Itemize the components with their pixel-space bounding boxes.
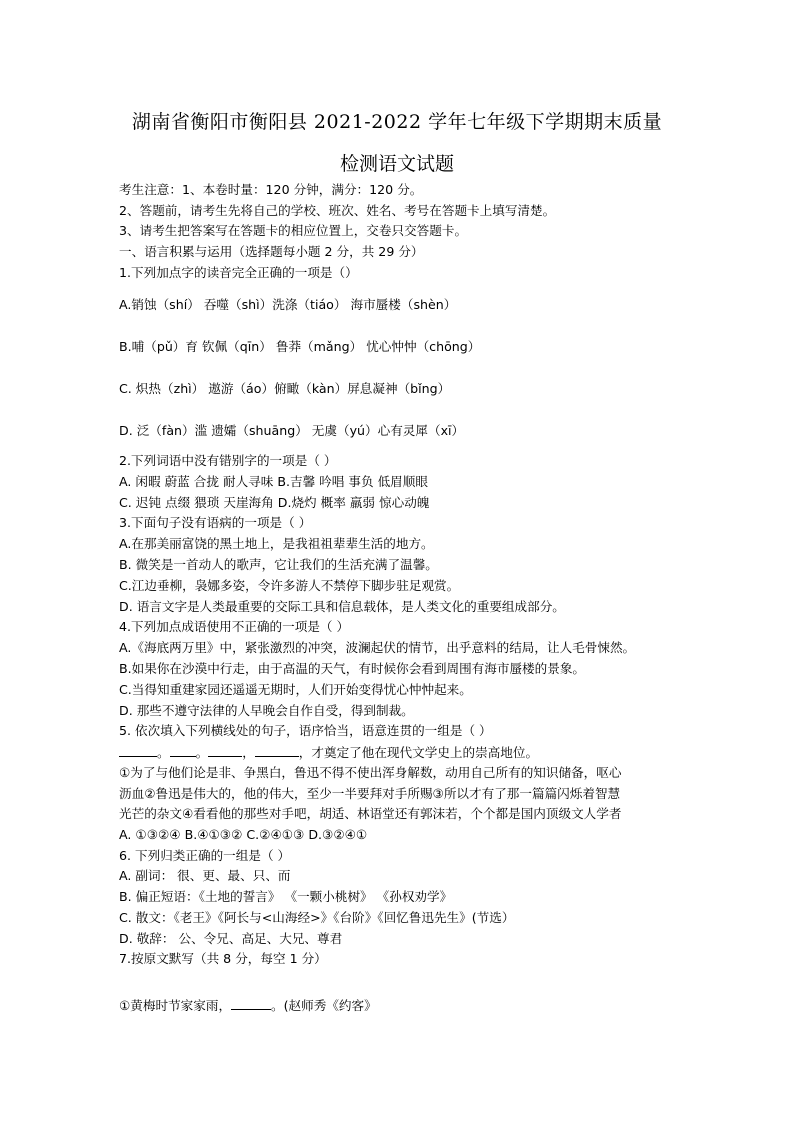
- answer-blank: [231, 997, 271, 1010]
- fill-punct: 。: [195, 745, 209, 760]
- question-stem: 6. 下列归类正确的一组是（ ）: [119, 848, 291, 863]
- question-stem: 2.下列词语中没有错别字的一项是（ ）: [119, 453, 337, 468]
- question-option: B.如果你在沙漠中行走，由于高温的天气，有时候你会看到周围有海市蜃楼的景象。: [119, 661, 586, 676]
- question-option: C. 散文：《老王》《阿长与<山海经>》《台阶》《回忆鲁迅先生》(节选）: [119, 910, 515, 925]
- notice-line: 考生注意：1、本卷时量：120 分钟，满分：120 分。: [119, 182, 423, 197]
- question-option: A.《海底两万里》中，紧张激烈的冲突，波澜起伏的情节，出乎意料的结局，让人毛骨悚然。: [119, 640, 636, 655]
- question-option: A. 副词： 很、更、最、只、而: [119, 868, 291, 883]
- question-option: D. 那些不遵守法律的人早晚会自作自受，得到制裁。: [119, 703, 414, 718]
- fill-punct: 。: [157, 745, 170, 760]
- fill-in-line: [119, 744, 538, 761]
- question-option: A.在那美丽富饶的黑土地上，是我祖祖辈辈生活的地方。: [119, 536, 434, 551]
- question-stem: 7.按原文默写（共 8 分，每空 1 分）: [119, 951, 327, 966]
- dictation-text: ①黄梅时节家家雨，: [119, 998, 232, 1013]
- question-option: A. 闲暇 蔚蓝 合拢 耐人寻味 B.吉馨 吟唱 事负 低眉顺眼: [119, 474, 428, 489]
- dictation-text: 。(赵师秀《约客》: [271, 998, 377, 1013]
- question-option: C. 炽热（zhì） 遨游（áo）俯瞰（kàn）屏息凝神（bǐng）: [119, 381, 451, 396]
- question-stem: 3.下面句子没有语病的一项是（ ）: [119, 515, 312, 530]
- question-option: D. 语言文字是人类最重要的交际工具和信息载体，是人类文化的重要组成部分。: [119, 599, 565, 614]
- question-option: B.哺（pǔ）育 钦佩（qīn） 鲁莽（mǎng） 忧心忡忡（chōng）: [119, 339, 481, 354]
- fill-punct: ，: [242, 745, 255, 760]
- question-option: D. 泛（fàn）滥 遗孀（shuāng） 无虞（yú）心有灵犀（xī）: [119, 423, 465, 438]
- page-title: 湖南省衡阳市衡阳县 2021-2022 学年七年级下学期期末质量: [131, 111, 663, 133]
- question-option: C.当得知重建家园还遥遥无期时，人们开始变得忧心忡忡起来。: [119, 682, 472, 697]
- question-option: D. 敬辞： 公、令兄、高足、大兄、尊君: [119, 931, 343, 946]
- section-heading: 一、语言积累与运用（选择题每小题 2 分，共 29 分）: [119, 244, 424, 259]
- answer-blank: [255, 744, 299, 757]
- question-option: B. 微笑是一首动人的歌声，它让我们的生活充满了温馨。: [119, 557, 438, 572]
- passage-line: 沥血②鲁迅是伟大的，他的伟大，至少一半要拜对手所赐③所以才有了那一篇篇闪烁着智慧: [119, 786, 621, 801]
- question-stem: 1.下列加点字的读音完全正确的一项是（）: [119, 265, 358, 280]
- answer-blank: [119, 744, 157, 757]
- notice-line: 2、答题前，请考生先将自己的学校、班次、姓名、考号在答题卡上填写清楚。: [119, 203, 556, 218]
- question-stem: 4.下列加点成语使用不正确的一项是（ ）: [119, 619, 350, 634]
- fill-tail: ，才奠定了他在现代文学史上的崇高地位。: [298, 745, 539, 760]
- notice-line: 3、请考生把答案写在答题卡的相应位置上，交卷只交答题卡。: [119, 223, 468, 238]
- question-option: C. 迟钝 点缀 猥琐 天崖海角 D.烧灼 概率 羸弱 惊心动魄: [119, 495, 430, 510]
- passage-line: 光芒的杂文④看看他的那些对手吧，胡适、林语堂还有郭沫若，个个都是国内顶级文人学者: [119, 806, 622, 821]
- question-choices: A. ①③②④ B.④①③② C.②④①③ D.③②④①: [119, 827, 368, 842]
- question-option: B. 偏正短语：《土地的誓言》 《一颗小桃树》 《孙权劝学》: [119, 889, 453, 904]
- question-option: C.江边垂柳，袅娜多姿，令许多游人不禁停下脚步驻足观赏。: [119, 578, 460, 593]
- question-stem: 5. 依次填入下列横线处的句子，语序恰当，语意连贯的一组是（ ）: [119, 723, 492, 738]
- question-option: A.销蚀（shí） 吞噬（shì）洗涤（tiáo） 海市蜃楼（shèn）: [119, 297, 457, 312]
- page-subtitle: 检测语文试题: [339, 153, 454, 175]
- dictation-item: [119, 997, 377, 1014]
- answer-blank: [170, 744, 196, 757]
- answer-blank: [208, 744, 242, 757]
- passage-line: ①为了与他们论是非、争黑白，鲁迅不得不使出浑身解数，动用自己所有的知识储备，呕心: [119, 765, 622, 780]
